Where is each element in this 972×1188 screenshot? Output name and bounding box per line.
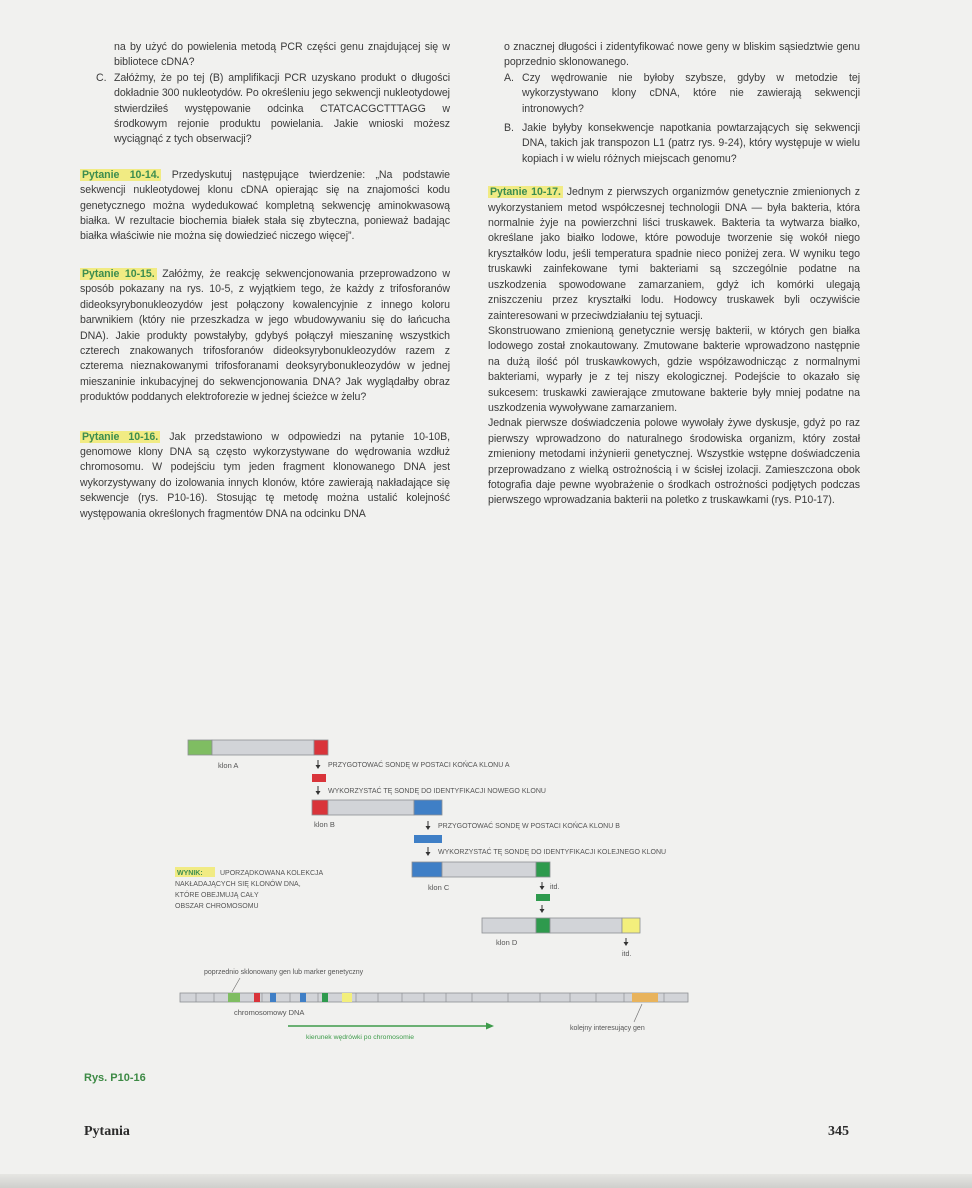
item-b-letter: B. [504,122,514,135]
chromosome-dna [180,993,688,1002]
step-4-arrow [426,847,431,856]
clone-c [412,862,550,877]
question-10-17-label: Pytanie 10-17. [490,186,561,199]
step-1-arrow [316,760,321,769]
probe-a [312,774,326,782]
probe-c [536,894,550,901]
item-c-letter: C. [96,71,107,84]
direction-arrow [288,1023,494,1030]
step-5-arrow [540,882,545,890]
item-c-text: Załóżmy, że po tej (B) amplifikacji PCR uzyskano produkt o długości dokładnie 300 nukleotydów. Po określeniu jego sekwencji nukleotydowej stwierdziłeś występowanie odcinka CTATCACGCTTTAGG w środkowym rejonie produktu powielania. Jakie wnioski możesz wyciągnąć z tych obserwacji? [114,71,450,146]
step-6-arrow [540,905,545,913]
question-10-15-text: Załóżmy, że reakcję sekwencjonowania przeprowadzono w sposób pokazany na rys. 10-5, z wyjątkiem tego, że każdy z trifosforanów dideoksyrybonukleozydów jest połączony kowalencyjnie z innego koloru barwnikiem (który nie przeszkadza w jego wbudowywaniu się do łańcucha DNA). Jakie produkty powstałyby, gdybyś połączył mieszaninę wszystkich czterech znakowanych trifosforanów dideoksyrybonukleozydów razem z czterema nieznakowanymi trifosforanami deoksyrybonukleozydów w jednej mieszaninie inkubacyjnej do sekwencjonowania DNA? Jak wyglądałby obraz produktów poddanych elektroforezie w jednej ścieżce w żelu? [80,267,451,404]
marker-pointer [232,978,240,992]
next-gene-label: kolejny interesujący gen [570,1025,645,1032]
item-b [488,121,860,167]
question-10-16 [80,430,450,522]
chromosome-walking-diagram [0,730,972,1070]
clone-d-label: klon D [496,938,518,947]
next-gene-pointer [634,1004,642,1022]
result-label: WYNIK: [177,870,203,877]
question-10-14-label: Pytanie 10-14. [82,168,160,181]
continued-question-16: o znacznej długości i zidentyfikować nowe geny w bliskim sąsiedztwie genu poprzednio sklonowanego. [504,41,860,69]
question-10-16-text: Jak przedstawiono w odpowiedzi na pytanie 10-10B, genomowe klony DNA są często wykorzystywane do wędrowania wzdłuż chromosomu. W podejściu tym jeden fragment klonowanego DNA jest wykorzystywany do izolowania innych klonów, które zawierają nakładające się sekwencje (rys. P10-16). Stosując tę metodę można ustalić kolejność występowania określonych fragmentów DNA na odcinku DNA [80,430,451,520]
continued-question-b: na by użyć do powielenia metodą PCR części genu znajdującej się w bibliotece cDNA? [114,41,450,69]
figure-caption: Rys. P10-16 [84,1072,146,1084]
clone-d [482,918,640,933]
question-10-17-text: Jednym z pierwszych organizmów genetycznie zmienionych z wykorzystaniem metod współczesnej technologii DNA — była bakteria, która normalnie żyje na powierzchni liści truskawek. Bakteria ta wytwarza białko, określane jako białko lodowe, które powoduje tworzenie się wokół niego kryształków lodu, jeśli temperatura spadnie nieco poniżej zera. W wyniku tego truskawki zainfekowane tymi bakteriami są szczególnie podatne na uszkodzenia spowodowane zamarzaniem, gdyż ich komórki ulegają zniszczeniu przez kryształki lodu. Hodowcy truskawek byli oczywiście zainteresowani w przeciwdziałaniu tej sytuacji. [488,186,860,322]
step-2-arrow [316,786,321,795]
question-10-16-label: Pytanie 10-16. [82,430,159,443]
step-1-text: PRZYGOTOWAĆ SONDĘ W POSTACI KOŃCA KLONU A [328,762,510,769]
section-title: Pytania [84,1124,130,1139]
step-4-text: WYKORZYSTAĆ TĘ SONDĘ DO IDENTYFIKACJI KOLEJNEGO KLONU [438,849,667,856]
page-bottom-edge [0,1174,972,1188]
clone-b-label: klon B [314,820,335,829]
step-7-arrow [624,938,629,946]
item-a-text: Czy wędrowanie nie byłoby szybsze, gdyby w metodzie tej wykorzystywano klony cDNA, które nie zawierają sekwencji intronowych? [522,71,860,115]
marker-label: poprzednio sklonowany gen lub marker genetyczny [204,969,364,976]
item-b-text: Jakie byłyby konsekwencje napotkania powtarzających się sekwencji DNA, takich jak transpozon L1 (patrz rys. 9-24), który występuje w wielu kopiach i w wielu różnych miejscach genomu? [522,122,860,165]
question-10-15 [80,267,450,406]
step-3-text: PRZYGOTOWAĆ SONDĘ W POSTACI KOŃCA KLONU B [438,823,620,830]
itd-2: itd. [622,951,632,958]
item-a [488,71,860,117]
step-3-arrow [426,821,431,830]
right-column [488,40,860,509]
chromosome-label: chromosomowy DNA [234,1008,305,1017]
result-line-1: UPORZĄDKOWANA KOLEKCJA [220,870,324,877]
question-10-14-text: Przedyskutuj następujące twierdzenie: „Na podstawie sekwencji nukleotydowej klonu cDNA opierając się na znajomości kodu genetycznego można wydedukować kompletną sekwencję aminokwasową białka. W rezultacie biochemia białek stała się zbyteczna, ponieważ badając białka właściwie nie można się dowiedzieć niczego więcej”. [80,168,450,243]
left-column [80,40,450,522]
question-10-17 [488,185,860,324]
item-c [80,71,450,148]
question-10-15-label: Pytanie 10-15. [82,267,155,280]
probe-b [414,835,442,843]
step-2-text: WYKORZYSTAĆ TĘ SONDĘ DO IDENTYFIKACJI NOWEGO KLONU [328,788,546,795]
clone-a [188,740,328,755]
clone-b [312,800,442,815]
item-a-letter: A. [504,71,514,84]
page-number: 345 [828,1124,849,1139]
result-line-3: KTÓRE OBEJMUJĄ CAŁY [175,892,259,899]
question-10-17-paragraph-2: Skonstruowano zmienioną genetycznie wersję bakterii, w których gen białka lodowego został znokautowany. Zmutowane bakterie wprowadzono następnie na dużą ilość pól truskawkowych, gdzie współzawodnicząc z normalnymi bakteriami, wyparły je z tej niszy ekologicznej. Podejście to okazało się sukcesem: truskawki zawierające zmutowane bakterie były mniej podatne na uszkodzenia wywoływane zamarzaniem. [488,324,860,414]
question-10-17-paragraph-3: Jednak pierwsze doświadczenia polowe wywołały żywe dyskusje, gdyż po raz pierwszy wprowadzono do naturalnego środowiska organizm, który został zmieniony metodami inżynierii genetycznej. Wszystkie wstępne doświadczenia przeprowadzano z wielką ostrożnością i w ścisłej izolacji. Zamieszczona obok fotografia daje pewne wyobrażenie o środkach ostrożności podjętych podczas pierwszego wprowadzania bakterii na poletko z truskawkami (rys. P10-17). [488,417,860,507]
clone-c-label: klon C [428,883,450,892]
clone-a-label: klon A [218,761,239,770]
direction-label: kierunek wędrówki po chromosomie [306,1034,415,1041]
result-line-4: OBSZAR CHROMOSOMU [175,903,259,910]
itd-1: itd. [550,884,560,891]
result-line-2: NAKŁADAJĄCYCH SIĘ KLONÓW DNA, [175,881,301,888]
question-10-14 [80,168,450,245]
